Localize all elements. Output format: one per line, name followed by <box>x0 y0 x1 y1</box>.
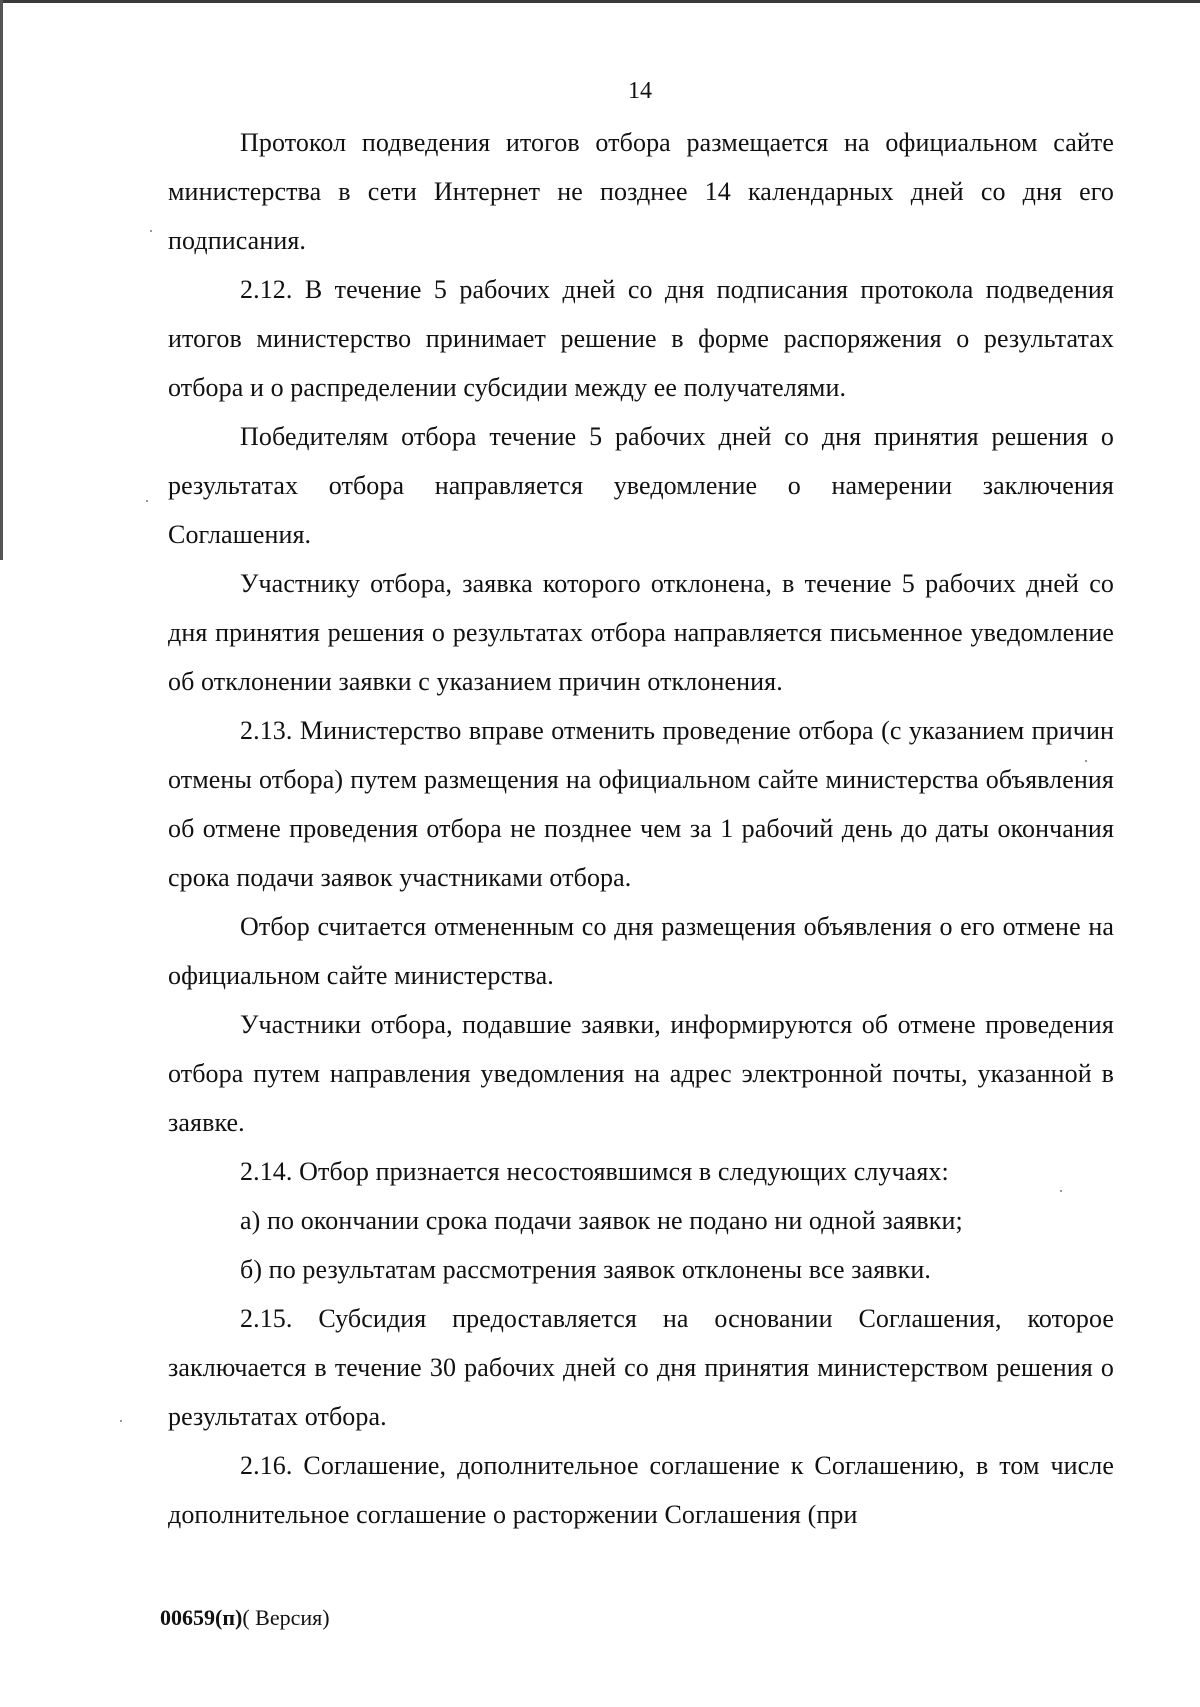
scan-speck <box>120 1420 122 1422</box>
paragraph-2-14-a: а) по окончании срока подачи заявок не подано ни одной заявки; <box>240 1206 963 1235</box>
scan-speck <box>146 500 148 502</box>
footer-version: ( Версия) <box>242 1605 330 1630</box>
paragraph-cancellation: Отбор считается отмененным со дня размещения объявления о его отмене на официальном сайте министерства. <box>168 912 1114 990</box>
scan-speck <box>150 230 152 232</box>
paragraph-2-14-b: б) по результатам рассмотрения заявок отклонены все заявки. <box>240 1255 932 1284</box>
paragraph-rejection-notification: Участнику отбора, заявка которого отклонена, в течение 5 рабочих дней со дня принятия решения о результатах отбора направляется письменное уведомление об отклонении заявки с указанием причин отклонения. <box>168 569 1114 696</box>
footer-document-code: 00659(п) <box>160 1605 243 1630</box>
paragraph-2-14: 2.14. Отбор признается несостоявшимся в следующих случаях: <box>240 1157 949 1186</box>
document-footer <box>160 1604 330 1632</box>
paragraph-winners-notification: Победителям отбора течение 5 рабочих дней со дня принятия решения о результатах отбора направляется уведомление о намерении заключения Соглашения. <box>168 422 1114 549</box>
paragraph-2-13: 2.13. Министерство вправе отменить проведение отбора (с указанием причин отмены отбора) путем размещения на официальном сайте министерства объявления об отмене проведения отбора не позднее чем за 1 рабочий день до даты окончания срока подачи заявок участниками отбора. <box>168 716 1114 892</box>
paragraph-participants-informed: Участники отбора, подавшие заявки, информируются об отмене проведения отбора путем направления уведомления на адрес электронной почты, указанной в заявке. <box>168 1010 1114 1137</box>
page-number: 14 <box>628 78 652 104</box>
paragraph-2-15: 2.15. Субсидия предоставляется на основании Соглашения, которое заключается в течение 30 рабочих дней со дня принятия министерством решения о результатах отбора. <box>168 1304 1114 1431</box>
paragraph-2-16: 2.16. Соглашение, дополнительное соглашение к Соглашению, в том числе дополнительное соглашение о расторжении Соглашения (при <box>168 1451 1114 1529</box>
document-body <box>168 118 1114 1539</box>
paragraph-protocol-publication: Протокол подведения итогов отбора размещается на официальном сайте министерства в сети Интернет не позднее 14 календарных дней со дня его подписания. <box>168 128 1114 255</box>
scan-edge-top <box>0 0 1200 3</box>
paragraph-2-12: 2.12. В течение 5 рабочих дней со дня подписания протокола подведения итогов министерство принимает решение в форме распоряжения о результатах отбора и о распределении субсидии между ее получателями. <box>168 275 1114 402</box>
scan-edge-left <box>0 0 3 560</box>
